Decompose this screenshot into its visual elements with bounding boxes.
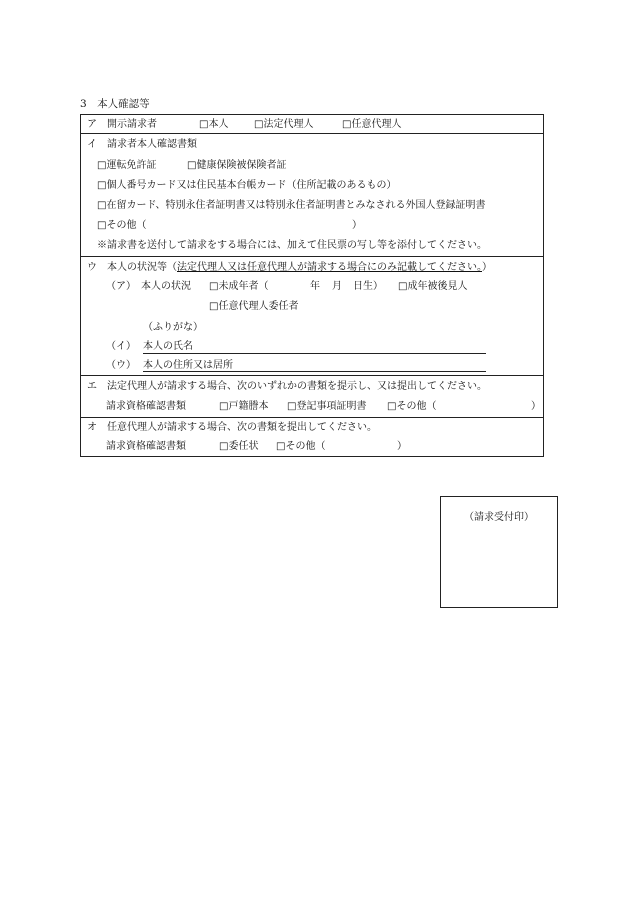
requester-label: ア 開示請求者 xyxy=(87,119,157,130)
id-doc-other-close: ） xyxy=(352,220,362,231)
reception-stamp-box xyxy=(440,496,558,608)
legal-agent-docs-heading: 請求資格確認書類 xyxy=(106,401,186,412)
legal-doc-other-close: ） xyxy=(531,401,541,412)
status-option-mandator[interactable]: □任意代理人委任者 xyxy=(209,301,299,312)
voluntary-agent-docs-label: オ 任意代理人が請求する場合、次の書類を提出してください。 xyxy=(87,422,377,433)
principal-status-close: ） xyxy=(482,262,492,273)
row-divider xyxy=(80,417,544,418)
id-docs-label: イ 請求者本人確認書類 xyxy=(87,139,197,150)
requester-option-voluntary-agent[interactable]: □任意代理人 xyxy=(342,119,402,130)
principal-name-label: 本人の氏名 xyxy=(143,341,193,352)
voluntary-doc-other[interactable]: □その他（ xyxy=(276,441,326,452)
voluntary-doc-power-of-attorney[interactable]: □委任状 xyxy=(219,441,259,452)
status-option-adult-ward[interactable]: □成年被後見人 xyxy=(398,281,468,292)
birth-year-label: 年 xyxy=(310,281,320,292)
reception-stamp-label: （請求受付印） xyxy=(464,512,534,523)
status-subsection-a-label: （ア） 本人の状況 xyxy=(106,281,191,292)
status-option-minor[interactable]: □未成年者（ xyxy=(209,281,269,292)
section-heading: 3 本人確認等 xyxy=(80,98,150,110)
principal-address-field[interactable] xyxy=(143,371,486,372)
legal-agent-docs-label: エ 法定代理人が請求する場合、次のいずれかの書類を提示し、又は提出してください。 xyxy=(87,381,487,392)
id-doc-other[interactable]: □その他（ xyxy=(97,220,147,231)
id-doc-residence-card[interactable]: □在留カード、特別永住者証明書又は特別永住者証明書とみなされる外国人登録証明書 xyxy=(97,200,486,211)
principal-status-label xyxy=(87,261,492,274)
id-doc-drivers-license[interactable]: □運転免許証 xyxy=(97,160,157,171)
voluntary-agent-docs-heading: 請求資格確認書類 xyxy=(106,441,186,452)
status-subsection-i-label: （イ） xyxy=(106,341,136,352)
principal-status-title: ウ 本人の状況等（ xyxy=(87,262,177,273)
id-doc-my-number-card[interactable]: □個人番号カード又は住民基本台帳カード（住所記載のあるもの） xyxy=(97,180,397,191)
legal-doc-registry-certificate[interactable]: □登記事項証明書 xyxy=(287,401,367,412)
id-doc-health-insurance[interactable]: □健康保険被保険者証 xyxy=(187,160,287,171)
furigana-label: （ふりがな） xyxy=(143,322,203,333)
birth-month-label: 月 xyxy=(332,281,342,292)
row-divider xyxy=(80,375,544,376)
legal-doc-family-register[interactable]: □戸籍謄本 xyxy=(219,401,269,412)
row-divider xyxy=(80,256,544,257)
principal-name-field[interactable] xyxy=(143,353,486,354)
row-divider xyxy=(80,133,544,134)
mail-request-note: ※請求書を送付して請求をする場合には、加えて住民票の写し等を添付してください。 xyxy=(97,240,487,251)
principal-address-label: 本人の住所又は居所 xyxy=(143,360,233,371)
requester-option-self[interactable]: □本人 xyxy=(199,119,229,130)
status-subsection-u-label: （ウ） xyxy=(106,360,136,371)
voluntary-doc-other-close: ） xyxy=(397,441,407,452)
requester-option-legal-agent[interactable]: □法定代理人 xyxy=(254,119,314,130)
birth-day-label: 日生） xyxy=(353,281,383,292)
principal-status-instruction: 法定代理人又は任意代理人が請求する場合にのみ記載してください。 xyxy=(177,262,482,273)
legal-doc-other[interactable]: □その他（ xyxy=(387,401,437,412)
